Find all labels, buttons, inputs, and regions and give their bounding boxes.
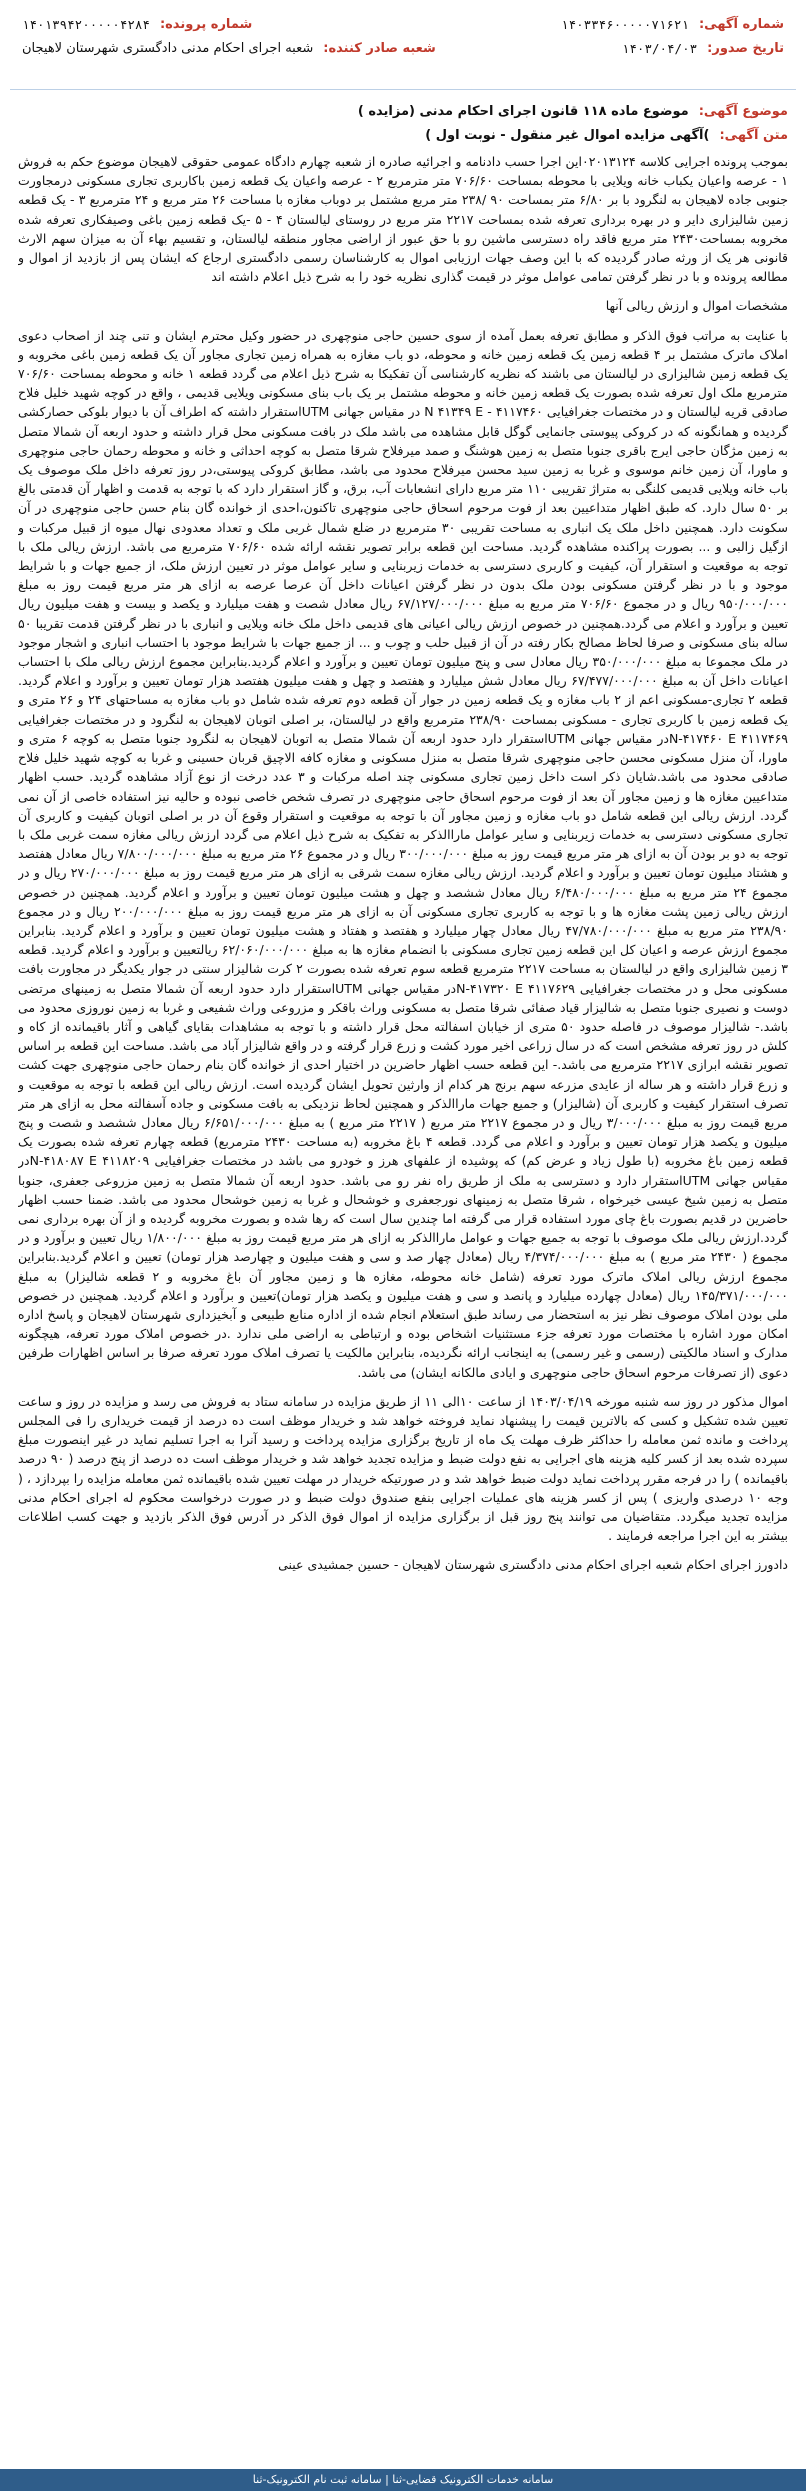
notice-text-heading bbox=[18, 128, 788, 143]
header-row-1 bbox=[22, 12, 784, 36]
body-paragraph-intro: بموجب پرونده اجرایی کلاسه ۰۲۰۱۳۱۲۴این اجرا حسب دادنامه و اجرائیه صادره از شعبه چهارم دادگاه عمومی حقوقی لاهیجان موضوع حکم به فروش ۱ - عرصه واعیان یکباب خانه ویلایی با محوطه بمساحت ۷۰۶/۶۰ متر مترمربع ۲ - عرصه واعیان یک قطعه زمین باکاربری تجاری مسکونی درمجاورت جنوبی جاده لاهیجان به لنگرود با بر ۶/۸۰ متر بمساحت ۹۰ /۲۳۸ متر مربع مشتمل بر دوباب مغازه با مساحت ۲۶ متر مربع و ۲۴ مترمربع ۳ - یک قطعه زمین شالیزاری دایر و در بهره برداری تعرفه شده بمساحت ۲۲۱۷ متر مربع در روستای لیالستان ۴ - ۵ -یک قطعه زمین باغی وصیفکاری تعرفه شده مخروبه بمساحت۲۴۳۰ متر مربع فاقد راه دسترسی ماشین رو با حق عبور از اراضی مجاور منطقه لیالستان، و تقسیم بهاء آن به میزان سهم الارث قانونی هر یک از ورثه صادر گردیده که با این وصف جهات ارزیابی اموال به کارشناسان رسمی دادگستری ارجاع که ایشان پس از بازدید از اموال و مطالعه پرونده و با در نظر گرفتن تمامی عوامل موثر در قیمت گذاری نظریه خود را به شرح ذیل اعلام داشته اند bbox=[18, 154, 788, 285]
case-number-label: شماره پرونده: bbox=[159, 16, 253, 32]
footer-bar bbox=[0, 2469, 806, 2491]
notice-subject-label: موضوع آگهی: bbox=[698, 104, 788, 119]
notice-subject-value: موضوع ماده ۱۱۸ قانون اجرای احکام مدنی (مزایده ) bbox=[357, 104, 689, 119]
notice-body bbox=[18, 152, 788, 2390]
issue-date-value: ۱۴۰۳/۰۴/۰۳ bbox=[621, 40, 698, 56]
body-paragraph-auction-terms: اموال مذکور در روز سه شنبه مورخه ۱۴۰۳/۰۴/۱۹ از ساعت ۱۰الی ۱۱ از طریق مزایده در سامانه ستاد به فروش می رسد و مزایده در روز و ساعت تعیین شده تشکیل و کسی که بالاترین قیمت را پیشنهاد نماید فروخته خواهد شد و خریدار موظف است ده درصد از قیمت خریداری را فی المجلس پرداخت و مانده ثمن معامله را حداکثر ظرف مهلت یک ماه از تاریخ برگزاری مزایده پرداخت و رسید آنرا به اجرا تسلیم نماید در غیر اینصورت مبلغ سپرده شده بعد از کسر کلیه هزینه های اجرایی به نفع دولت ضبط و مزایده تجدید خواهد شد و خریدار موظف است ده درصد از پنج درصد ( ۹۰ درصد باقیمانده ) را در فرجه مقرر پرداخت نماید دولت ضبط خواهد شد و در صورتیکه خریدار در مهلت تعیین شده باقیمانده ثمن معامله مزایده را بپردازد ، ( وجه ۱۰ درصدی واریزی ) پس از کسر هزینه های عملیات اجرایی بنفع صندوق دولت ضبط و در صورت درخواست محکوم له اجرای احکام مدنی مزایده تجدید میگردد. متقاضیان می توانند پنج روز قبل از برگزاری مزایده از اموال فوق الذکر در آدرس فوق الذکر بازدید و جهت کسب اطلاعات بیشتر به این اجرا مراجعه فرمایند . bbox=[18, 1393, 788, 1544]
body-paragraph-valuation: با عنایت به مراتب فوق الذکر و مطابق تعرفه بعمل آمده از سوی حسین حاجی منوچهری در حضور وکیل محترم ایشان و تنی چند از اصحاب دعوی املاک ماترک مشتمل بر ۴ قطعه زمین یک قطعه زمین خانه و محوطه، دو باب مغازه به همراه زمین تجاری مجاور آن یک قطعه زمین باغی مخروبه و یک قطعه زمین شالیزاری در لیالستان می باشند که نظریه کارشناسی آن تفکیکا به شرح ذیل اعلام می گردد قطعه ۱ خانه و محوطه بمساحت ۷۰۶/۶۰ مترمربع ملک اول تعرفه شده بصورت یک قطعه زمین خانه و محوطه مشتمل بر یک باب بنای مسکونی ویلایی قدیمی ، واقع در کوچه شهید خلیل فلاح صادقی قریه لیالستان و در مختصات جغرافیایی ۴۱۱۷۴۶۰ - N ۴۱۳۴۹ E در مقیاس جهانی UTMاستقرار داشته که اطراف آن با دیوار بلوکی حصارکشی گردیده و همانگونه که در کروکی پیوستی جانمایی گوگل قابل مشاهده می باشد ملک در بافت مسکونی محل قرار داشته و حدود اربعه آن شمالا متصل به زمین مژگان حاجی ایرج باقری جنوبا متصل به زمین هوشنگ و صمد میرفلاح شرقا متصل به کوچه احداثی و خانه و محوطه رحمان حاجی منوچهری و ماورا، آن زمین خانم موسوی و غربا به زمین سید محسن میرفلاح محدود می باشد، مطابق کروکی پیوستی،در روز تعرفه داخل ملک موصوف یک باب خانه ویلایی قدیمی کلنگی به متراژ تقریبی ۱۱۰ متر مربع دارای انشعابات آب، برق، و گاز استقرار دارد که با توجه به قدمت و اظهار آن قدمتی بالغ بر ۵۰ سال دارد. که طبق اظهار متداعیین بعد از فوت مرحوم اسحاق حاجی منوچهری تاکنون،احدی از خوانده گان بنام حسن حاجی منوچهری در آن سکونت دارد. همچنین داخل ملک یک انباری به مساحت تقریبی ۳۰ مترمربع در ضلع شمال غربی ملک و تعداد معدودی نهال میوه از قبیل مرکبات و ازگیل زالبی و ... بصورت پراکنده مشاهده گردید. مساحت این قطعه برابر تصویر نقشه ارائه شده ۷۰۶/۶۰ مترمربع می باشد. ارزش ریالی ملک با توجه به موقعیت و استقرار آن، کیفیت و کاربری دسترسی به خدمات زیربنایی و سایر عوامل موثر در تعیین ارزش ملک، از جمیع جهات و با شرایط موجود و با در نظر گرفتن مسکونی بودن ملک بدون در نظر گرفتن اعیانات داخل آن عرصا عرصه به ازای هر متر مربع قیمت روز به مبلغ ۹۵۰/۰۰۰/۰۰۰ ریال و در مجموع ۷۰۶/۶۰ متر مربع به مبلغ ۶۷/۱۲۷/۰۰۰/۰۰۰ ریال معادل شصت و هفت میلیارد و یکصد و بیست و هفت میلیون ریال تعیین و برآورد و اعلام می گردد.همچنین در خصوص ارزش ریالی اعیانی های قدیمی داخل ملک خانه ویلایی و انباری با در نظر گرفتن قدمت تقریبا ۵۰ ساله بنای مسکونی و صرفا لحاظ مصالح بکار رفته در آن از قبیل حلب و چوب و ... از جمیع جهات با شرایط موجود با احتساب انباری و اشجار موجود در ملک مجموعا به مبلغ ۳۵۰/۰۰۰/۰۰۰ ریال معادل سی و پنج میلیون تومان تعیین و برآورد و اعلام گردید.بنابراین مجموع ارزش ریالی ملک با احتساب اعیانات داخل آن به مبلغ ۶۷/۴۷۷/۰۰۰/۰۰۰ ریال معادل شش میلیارد و هفتصد و چهل و هفت میلیون هفتصد هزار تومان تعیین و برآورد و اعلام گردید. قطعه ۲ تجاری-مسکونی اعم از ۲ باب مغازه و یک قطعه زمین در جوار آن قطعه دوم تعرفه شده شامل دو باب مغازه به مساحتهای ۲۴ و ۲۶ متری و یک قطعه زمین با کاربری تجاری - مسکونی بمساحت ۲۳۸/۹۰ مترمربع واقع در لیالستان، بر اصلی اتوبان لاهیجان به لنگرود و در مختصات جغرافیایی ۴۱۱۷۴۶۹ N-۴۱۷۴۶۰ Eدر مقیاس جهانی UTMاستقرار دارد حدود اربعه آن شمالا متصل به اتوبان لاهیجان به لنگرود جنوبا متصل به کوچه ۶ متری و ماورا، آن منزل مسکونی محسن حاجی منوچهری شرقا متصل به منزل مسکونی و مغازه کافه الاچیق قربان حسینی و غربا به کوچه شهید خلیل فلاح صادقی محدود می باشد.شایان ذکر است داخل زمین تجاری مسکونی چند اصله مرکبات و ۳ عدد درخت از نوع آزاد مشاهده گردید. حسب اظهار متداعیین مغازه ها و زمین مجاور آن بعد از فوت مرحوم اسحاق حاجی منوچهری در تصرف شخص خاصی نبوده و حالیه نیز استفاده خاصی از آن نمی گردد. ارزش ریالی این قطعه شامل دو باب مغازه و زمین مجاور آن با توجه به موقعیت و استقرار وقوع آن در بر اصلی اتوبان کیفیت و کاربری آن تجاری مسکونی دسترسی به خدمات زیربنایی و سایر عوامل ماراالذکر به تفکیک به شرح ذیل اعلام می گردد ارزش ریالی مغازه سمت غربی ملک با توجه به دو بر بودن آن به ازای هر متر مربع قیمت روز به مبلغ ۳۰۰/۰۰۰/۰۰۰ ریال و در مجموع ۲۶ متر مربع به مبلغ ۷/۸۰۰/۰۰۰/۰۰۰ ریال معادل هفتصد و هشتاد میلیون تومان تعیین و برآورد و اعلام گردید. ارزش ریالی مغازه سمت شرقی به ازای هر متر مربع قیمت روز به مبلغ ۲۷۰/۰۰۰/۰۰۰ ریال و در مجموع ۲۴ متر مربع به مبلغ ۶/۴۸۰/۰۰۰/۰۰۰ ریال معادل ششصد و چهل و هشت میلیون تومان تعیین و برآورد و اعلام گردید. همچنین در خصوص ارزش ریالی زمین پشت مغازه ها و با توجه به کاربری تجاری مسکونی آن به ازای هر متر مربع قیمت روز به مبلغ ۲۰۰/۰۰۰/۰۰۰ ریال و در مجموع ۲۳۸/۹۰ متر مربع به مبلغ ۴۷/۷۸۰/۰۰۰/۰۰۰ ریال معادل چهار میلیارد و هفتصد و هفتاد و هشت میلیون تومان تعیین و برآورد و اعلام گردید. بنابراین مجموع ارزش عرصه و اعیان کل این قطعه زمین تجاری مسکونی با انضمام مغازه ها به مبلغ ۶۲/۰۶۰/۰۰۰/۰۰۰ ریالتعیین و برآورد و اعلام گردید. قطعه ۳ زمین شالیزاری واقع در لیالستان به مساحت ۲۲۱۷ مترمربع قطعه سوم تعرفه شده بصورت ۲ کرت شالیزار سنتی در جوار یکدیگر در مجاورت بافت مسکونی محل و در مختصات جغرافیایی ۴۱۱۷۶۲۹ N-۴۱۷۳۲۰ Eدر مقیاس جهانی UTMاستقرار دارد حدود اربعه آن شمالا متصل به زمینهای مرتضی دوست و نصیری جنوبا متصل به شالیزار قیاد صفائی شرقا متصل به مسکونی وراث باقکر و مزروعی وراث شفیعی و غربا به زمین نوروزی محدود می باشد.- شالیزار موصوف در فاصله حدود ۵۰ متری از خیابان اسفالته محل قرار داشته و با توجه به مشاهدات بقایای گیاهی و آثار باقیمانده از کاه و کلش در روز تعرفه مشخص است که در سال زراعی اخیر مورد کشت و زرع قرار گرفته و در واقع شالیزار آباد می باشد. مساحت این قطعه بر اساس تصویر نقشه ابرازی ۲۲۱۷ مترمربع می باشد.- این قطعه حسب اظهار حاضرین در اختیار احدی از خوانده گان بنام رحمان حاجی منوچهری جهت کشت و زرع قرار داشته و هر ساله از عایدی مزرعه سهم برنج هر کدام از وارثین تحویل ایشان گردیده است. ارزش ریالی این قطعه با توجه به موقعیت و تصرف استقرار کیفیت و کاربری آن (شالیزار) و جمیع جهات ماراالذکر و همچنین لحاظ نزدیکی به بافت مسکونی و جاده آسفالته محل به ازای هر متر مربع قیمت روز به مبلغ ۳/۰۰۰/۰۰۰ ریال و در مجموع ۲۲۱۷ متر مربع ( ۲۲۱۷ متر مربع ) به مبلغ ۶/۶۵۱/۰۰۰/۰۰۰ ریال معادل ششصد و شصت و پنج میلیون و یکصد هزار تومان تعیین و برآورد و اعلام می گردد. قطعه ۴ باغ مخروبه (به مساحت ۲۴۳۰ مترمربع) قطعه چهارم تعرفه شده بصورت یک قطعه زمین باغ مخروبه (با طول زیاد و عرض کم) که پوشیده از علفهای هرز و خودرو می باشد در مختصات جغرافیایی ۴۱۱۸۲۰۹ N-۴۱۸۰۸۷ Eدر مقیاس جهانی UTMاستقرار دارد و دسترسی به ملک از طریق راه نفر رو می باشد. حدود اربعه آن شمالا متصل به زمین مزروعی جعفری، جنوبا متصل به زمین شیخ عیسی خیرخواه ، شرقا متصل به زمینهای نورجعفری و خوشحال و غربا به زمین خوشحال محدود می باشد. ضمنا حسب اظهار حاضرین در قدیم بصورت باغ چای مورد استفاده قرار می گرفته اما چندین سال است که رها شده و بصورت مخروبه گردیده و از آن بهره برداری نمی گردد.ارزش ریالی ملک موصوف با توجه به جمیع جهات و عوامل ماراالذکر به ازای هر متر مربع قیمت روز به مبلغ ۱/۸۰۰/۰۰۰ ریال تعیین و برآورد و در مجموع ( ۲۴۳۰ متر مربع ) به مبلغ ۴/۳۷۴/۰۰۰/۰۰۰ ریال (معادل چهار صد و سی و هفت میلیون و چهارصد هزار تومان) تعیین و اعلام گردید.بنابراین مجموع ارزش ریالی املاک ماترک مورد تعرفه (شامل خانه محوطه، مغازه ها و زمین مجاور آن باغ مخروبه و ۲ قطعه شالیزار) به مبلغ ۱۴۵/۳۷۱/۰۰۰/۰۰۰ ریال (معادل چهارده میلیارد و پانصد و سی و هفت میلیون و یکصد هزار تومان)تعیین و برآورد و اعلام گردید. همچنین در خصوص ملی بودن املاک موصوف نظر نیز به استحضار می رساند طبق استعلام انجام شده از اداره منابع طبیعی و آبخیزداری شهرستان لاهیجان و پاسخ اداره امکان مورد اشاره با مختصات مورد تعرفه جزء مستثنیات اشخاص بوده و ارتباطی به اراضی ملی ندارد .در خصوص املاک مورد تعرفه، هیچگونه مدارک و اسناد مالکیتی (رسمی و غیر رسمی) به اینجانب ارائه نگردیده، بنابراین مالکیت یا تصرف املاک مورد تعرفه صرفا بر اساس اظهارات طرفین دعوی (از تصرفات مرحوم اسحاق حاجی منوچهری و ایادی مالکانه ایشان) می باشد. bbox=[18, 327, 788, 1380]
issuing-branch-label: شعبه صادر کننده: bbox=[323, 40, 436, 56]
case-number bbox=[22, 17, 252, 32]
issuing-branch-value: شعبه اجرای احکام مدنی دادگستری شهرستان لاهیجان bbox=[22, 40, 314, 56]
header-row-2 bbox=[22, 36, 784, 60]
notice-subject bbox=[18, 104, 788, 119]
notice-text-value: )آگهی مزایده اموال غیر منقول - نوبت اول ) bbox=[425, 128, 710, 143]
notice-header bbox=[10, 6, 796, 90]
notice-text-label: متن آگهی: bbox=[719, 128, 788, 143]
notice-page bbox=[0, 6, 806, 2491]
issue-date-label: تاریخ صدور: bbox=[707, 40, 784, 56]
notice-number-label: شماره آگهی: bbox=[698, 16, 784, 32]
issue-date bbox=[622, 41, 784, 56]
issuing-branch bbox=[22, 41, 436, 56]
signature-line: دادورز اجرای احکام شعبه اجرای احکام مدنی دادگستری شهرستان لاهیجان - حسین جمشیدی عینی bbox=[278, 1557, 788, 1573]
footer-text: سامانه خدمات الکترونیک قضایی-ثنا | سامانه ثبت نام الکترونیک-ثنا bbox=[252, 2473, 554, 2486]
case-number-value: ۱۴۰۱۳۹۴۲۰۰۰۰۰۴۲۸۴ bbox=[22, 16, 150, 32]
notice-meta bbox=[18, 104, 788, 143]
notice-number bbox=[561, 17, 784, 32]
body-paragraph-heading: مشخصات اموال و ارزش ریالی آنها bbox=[605, 298, 788, 314]
notice-number-value: ۱۴۰۳۳۴۶۰۰۰۰۰۷۱۶۲۱ bbox=[561, 16, 689, 32]
